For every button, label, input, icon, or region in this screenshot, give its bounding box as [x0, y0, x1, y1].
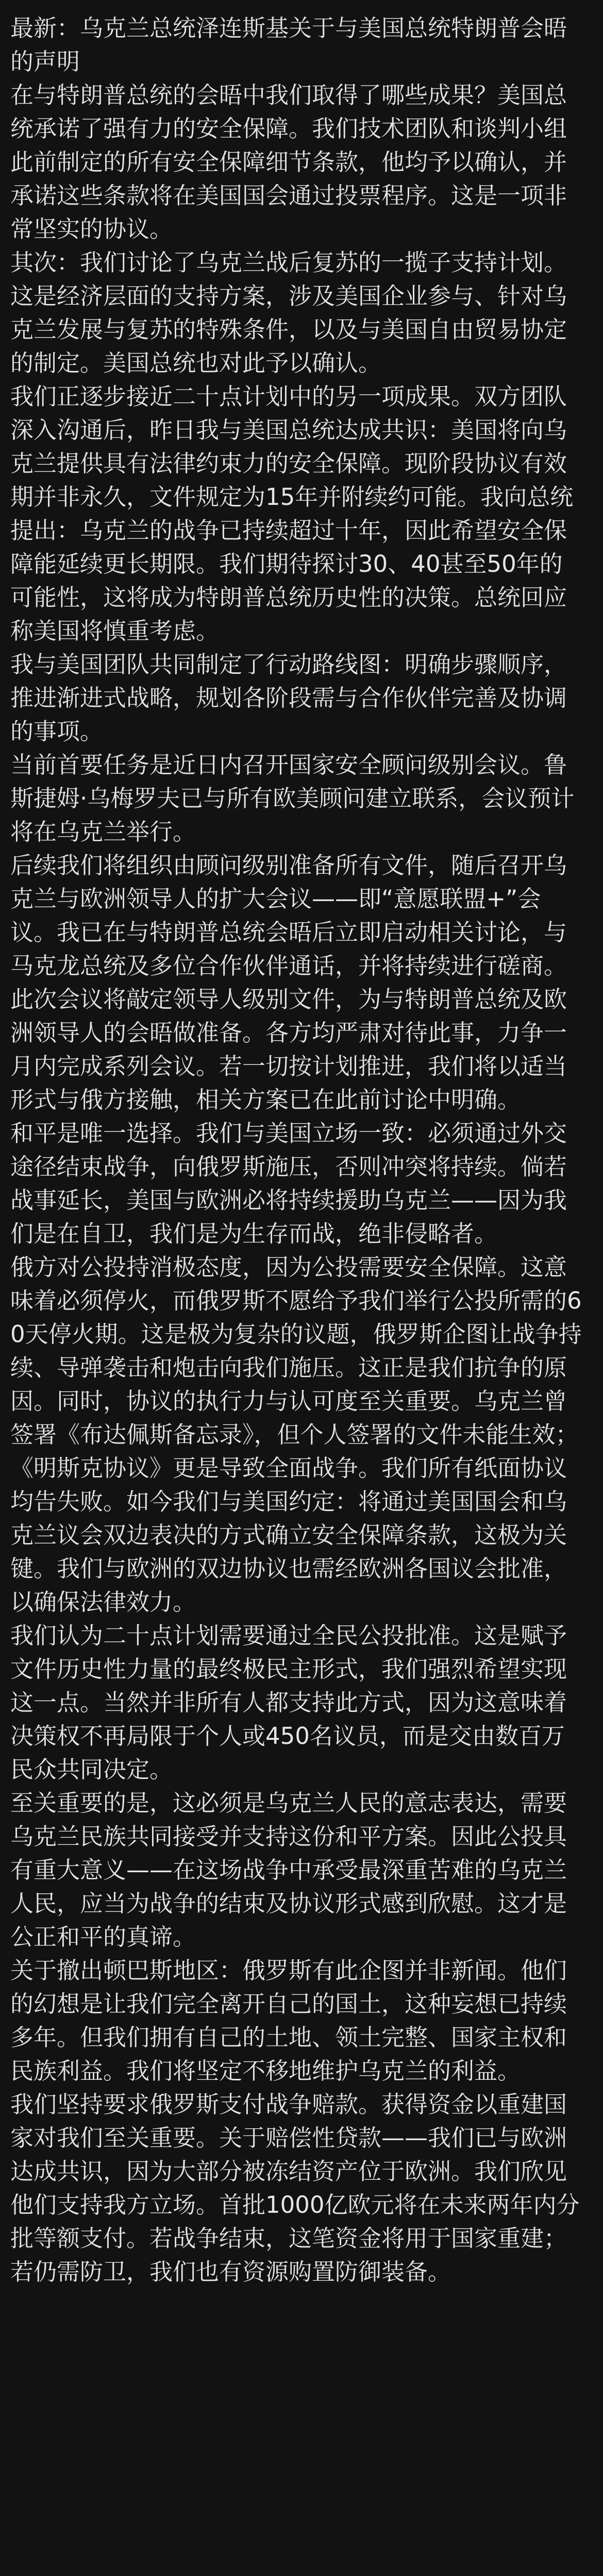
article-paragraph: 此次会议将敲定领导人级别文件，为与特朗普总统及欧洲领导人的会晤做准备。各方均严肃对待此事，力争一月内完成系列会议。若一切按计划推进，我们将以适当形式与俄方接触，相关方案已在此前讨论中明确。	[10, 986, 567, 1113]
article-paragraph: 其次：我们讨论了乌克兰战后复苏的一揽子支持计划。这是经济层面的支持方案，涉及美国企业参与、针对乌克兰发展与复苏的特殊条件，以及与美国自由贸易协定的制定。美国总统也对此予以确认。	[10, 249, 567, 377]
article-paragraph: 当前首要任务是近日内召开国家安全顾问级别会议。鲁斯捷姆·乌梅罗夫已与所有欧美顾问建立联系，会议预计将在乌克兰举行。	[10, 751, 575, 845]
article-paragraph: 俄方对公投持消极态度，因为公投需要安全保障。这意味着必须停火，而俄罗斯不愿给予我们举行公投所需的60天停火期。这是极为复杂的议题，俄罗斯企图让战争持续、导弹袭击和炮击向我们施压。这正是我们抗争的原因。同时，协议的执行力与认可度至关重要。乌克兰曾签署《布达佩斯备忘录》，但个人签署的文件未能生效；《明斯克协议》更是导致全面战争。我们所有纸面协议均告失败。如今我们与美国约定：将通过美国国会和乌克兰议会双边表决的方式确立安全保障条款，这极为关键。我们与欧洲的双边协议也需经欧洲各国议会批准，以确保法律效力。	[10, 1253, 582, 1616]
article-paragraph: 至关重要的是，这必须是乌克兰人民的意志表达，需要乌克兰民族共同接受并支持这份和平方案。因此公投具有重大意义——在这场战争中承受最深重苦难的乌克兰人民，应当为战争的结束及协议形式感到欣慰。这才是公正和平的真谛。	[10, 1789, 567, 1951]
article-paragraph: 在与特朗普总统的会晤中我们取得了哪些成果？美国总统承诺了强有力的安全保障。我们技术团队和谈判小组此前制定的所有安全保障细节条款，他均予以确认，并承诺这些条款将在美国国会通过投票程序。这是一项非常坚实的协议。	[10, 81, 567, 243]
article-paragraph: 我与美国团队共同制定了行动路线图：明确步骤顺序，推进渐进式战略，规划各阶段需与合作伙伴完善及协调的事项。	[10, 651, 567, 745]
article-paragraph: 后续我们将组织由顾问级别准备所有文件，随后召开乌克兰与欧洲领导人的扩大会议——即“意愿联盟+”会议。我已在与特朗普总统会晤后立即启动相关讨论，与马克龙总统及多位合作伙伴通话，并将持续进行磋商。	[10, 852, 567, 979]
article-paragraph: 我们正逐步接近二十点计划中的另一项成果。双方团队深入沟通后，昨日我与美国总统达成共识：美国将向乌克兰提供具有法律约束力的安全保障。现阶段协议有效期并非永久，文件规定为15年并附续约可能。我向总统提出：乌克兰的战争已持续超过十年，因此希望安全保障能延续更长期限。我们期待探讨30、40甚至50年的可能性，这将成为特朗普总统历史性的决策。总统回应称美国将慎重考虑。	[10, 383, 574, 645]
article-paragraph: 我们认为二十点计划需要通过全民公投批准。这是赋予文件历史性力量的最终极民主形式，我们强烈希望实现这一点。当然并非所有人都支持此方式，因为这意味着决策权不再局限于个人或450名议员，而是交由数百万民众共同决定。	[10, 1622, 567, 1783]
article-paragraph: 关于撤出顿巴斯地区：俄罗斯有此企图并非新闻。他们的幻想是让我们完全离开自己的国土，这种妄想已持续多年。但我们拥有自己的土地、领土完整、国家主权和民族利益。我们将坚定不移地维护乌克兰的利益。	[10, 1957, 567, 2084]
article-paragraph: 我们坚持要求俄罗斯支付战争赔款。获得资金以重建国家对我们至关重要。关于赔偿性贷款——我们已与欧洲达成共识，因为大部分被冻结资产位于欧洲。我们欣见他们支持我方立场。首批1000亿欧元将在未来两年内分批等额支付。若战争结束，这笔资金将用于国家重建；若仍需防卫，我们也有资源购置防御装备。	[10, 2091, 580, 2285]
article-paragraph: 和平是唯一选择。我们与美国立场一致：必须通过外交途径结束战争，向俄罗斯施压，否则冲突将持续。倘若战事延长，美国与欧洲必将持续援助乌克兰——因为我们是在自卫，我们是为生存而战，绝非侵略者。	[10, 1120, 567, 1247]
article-headline: 最新：乌克兰总统泽连斯基关于与美国总统特朗普会晤的声明	[10, 14, 567, 75]
